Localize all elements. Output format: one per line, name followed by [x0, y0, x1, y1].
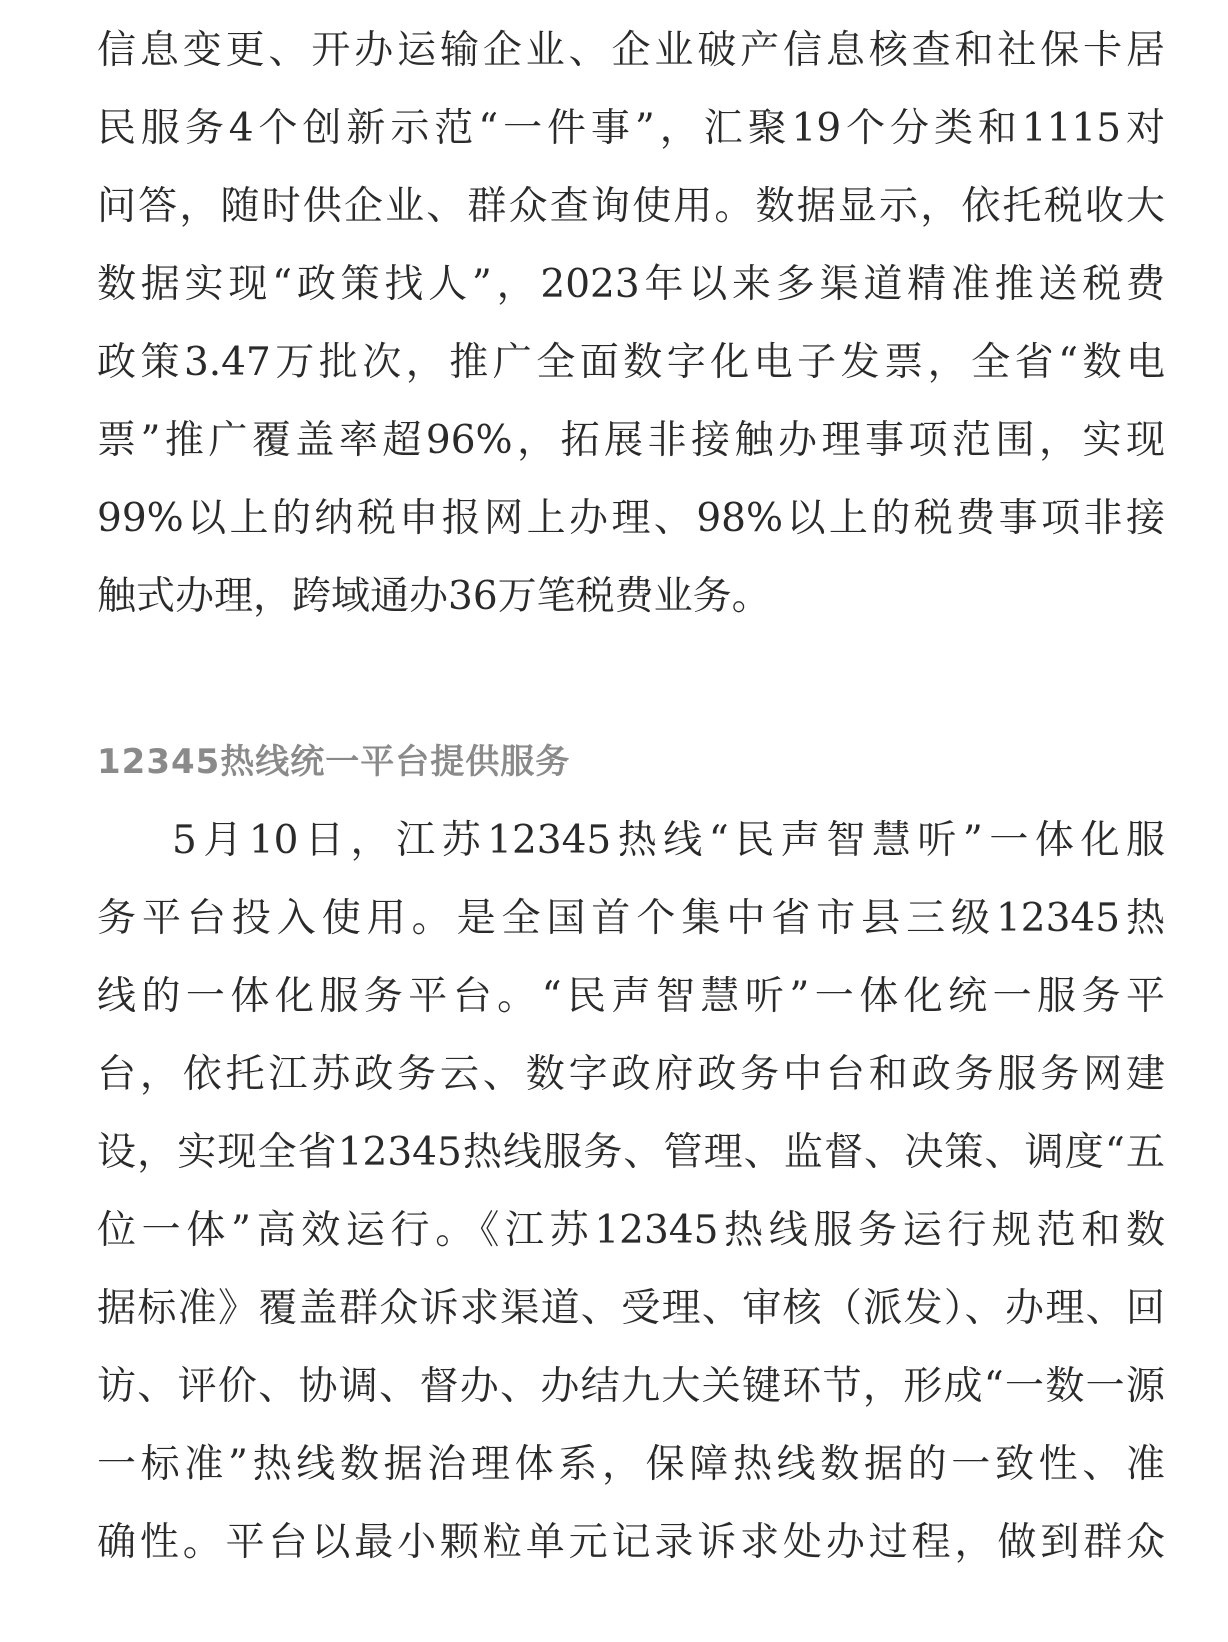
text-line: 线的一体化服务平台。“民声智慧听”一体化统一服务平 — [97, 974, 1165, 1019]
text-line: 据标准》覆盖群众诉求渠道、受理、审核（派发）、办理、回 — [97, 1286, 1165, 1331]
text-line: 确性。平台以最小颗粒单元记录诉求处办过程，做到群众 — [97, 1520, 1165, 1565]
text-line: 信息变更、开办运输企业、企业破产信息核查和社保卡居 — [97, 28, 1165, 73]
text-line: 民服务4个创新示范“一件事”，汇聚19个分类和1115对 — [97, 106, 1165, 151]
text-line: 访、评价、协调、督办、办结九大关键环节，形成“一数一源 — [97, 1364, 1165, 1409]
text-line: 数据实现“政策找人”，2023年以来多渠道精准推送税费 — [97, 262, 1165, 307]
text-line: 设，实现全省12345热线服务、管理、监督、决策、调度“五 — [97, 1130, 1165, 1175]
text-line: 票”推广覆盖率超96%，拓展非接触办理事项范围，实现 — [97, 418, 1165, 463]
text-line: 政策3.47万批次，推广全面数字化电子发票，全省“数电 — [97, 340, 1165, 385]
text-line: 一标准”热线数据治理体系，保障热线数据的一致性、准 — [97, 1442, 1165, 1487]
text-line: 5月10日，江苏12345热线“民声智慧听”一体化服 — [172, 818, 1165, 863]
text-line: 问答，随时供企业、群众查询使用。数据显示，依托税收大 — [97, 184, 1165, 229]
text-line: 99%以上的纳税申报网上办理、98%以上的税费事项非接 — [97, 496, 1165, 541]
text-line: 台，依托江苏政务云、数字政府政务中台和政务服务网建 — [97, 1052, 1165, 1097]
text-line: 位一体”高效运行。《江苏12345热线服务运行规范和数 — [97, 1208, 1165, 1253]
section-heading: 12345热线统一平台提供服务 — [97, 742, 571, 782]
text-line: 务平台投入使用。是全国首个集中省市县三级12345热 — [97, 896, 1165, 941]
text-line: 触式办理，跨域通办36万笔税费业务。 — [97, 574, 771, 619]
